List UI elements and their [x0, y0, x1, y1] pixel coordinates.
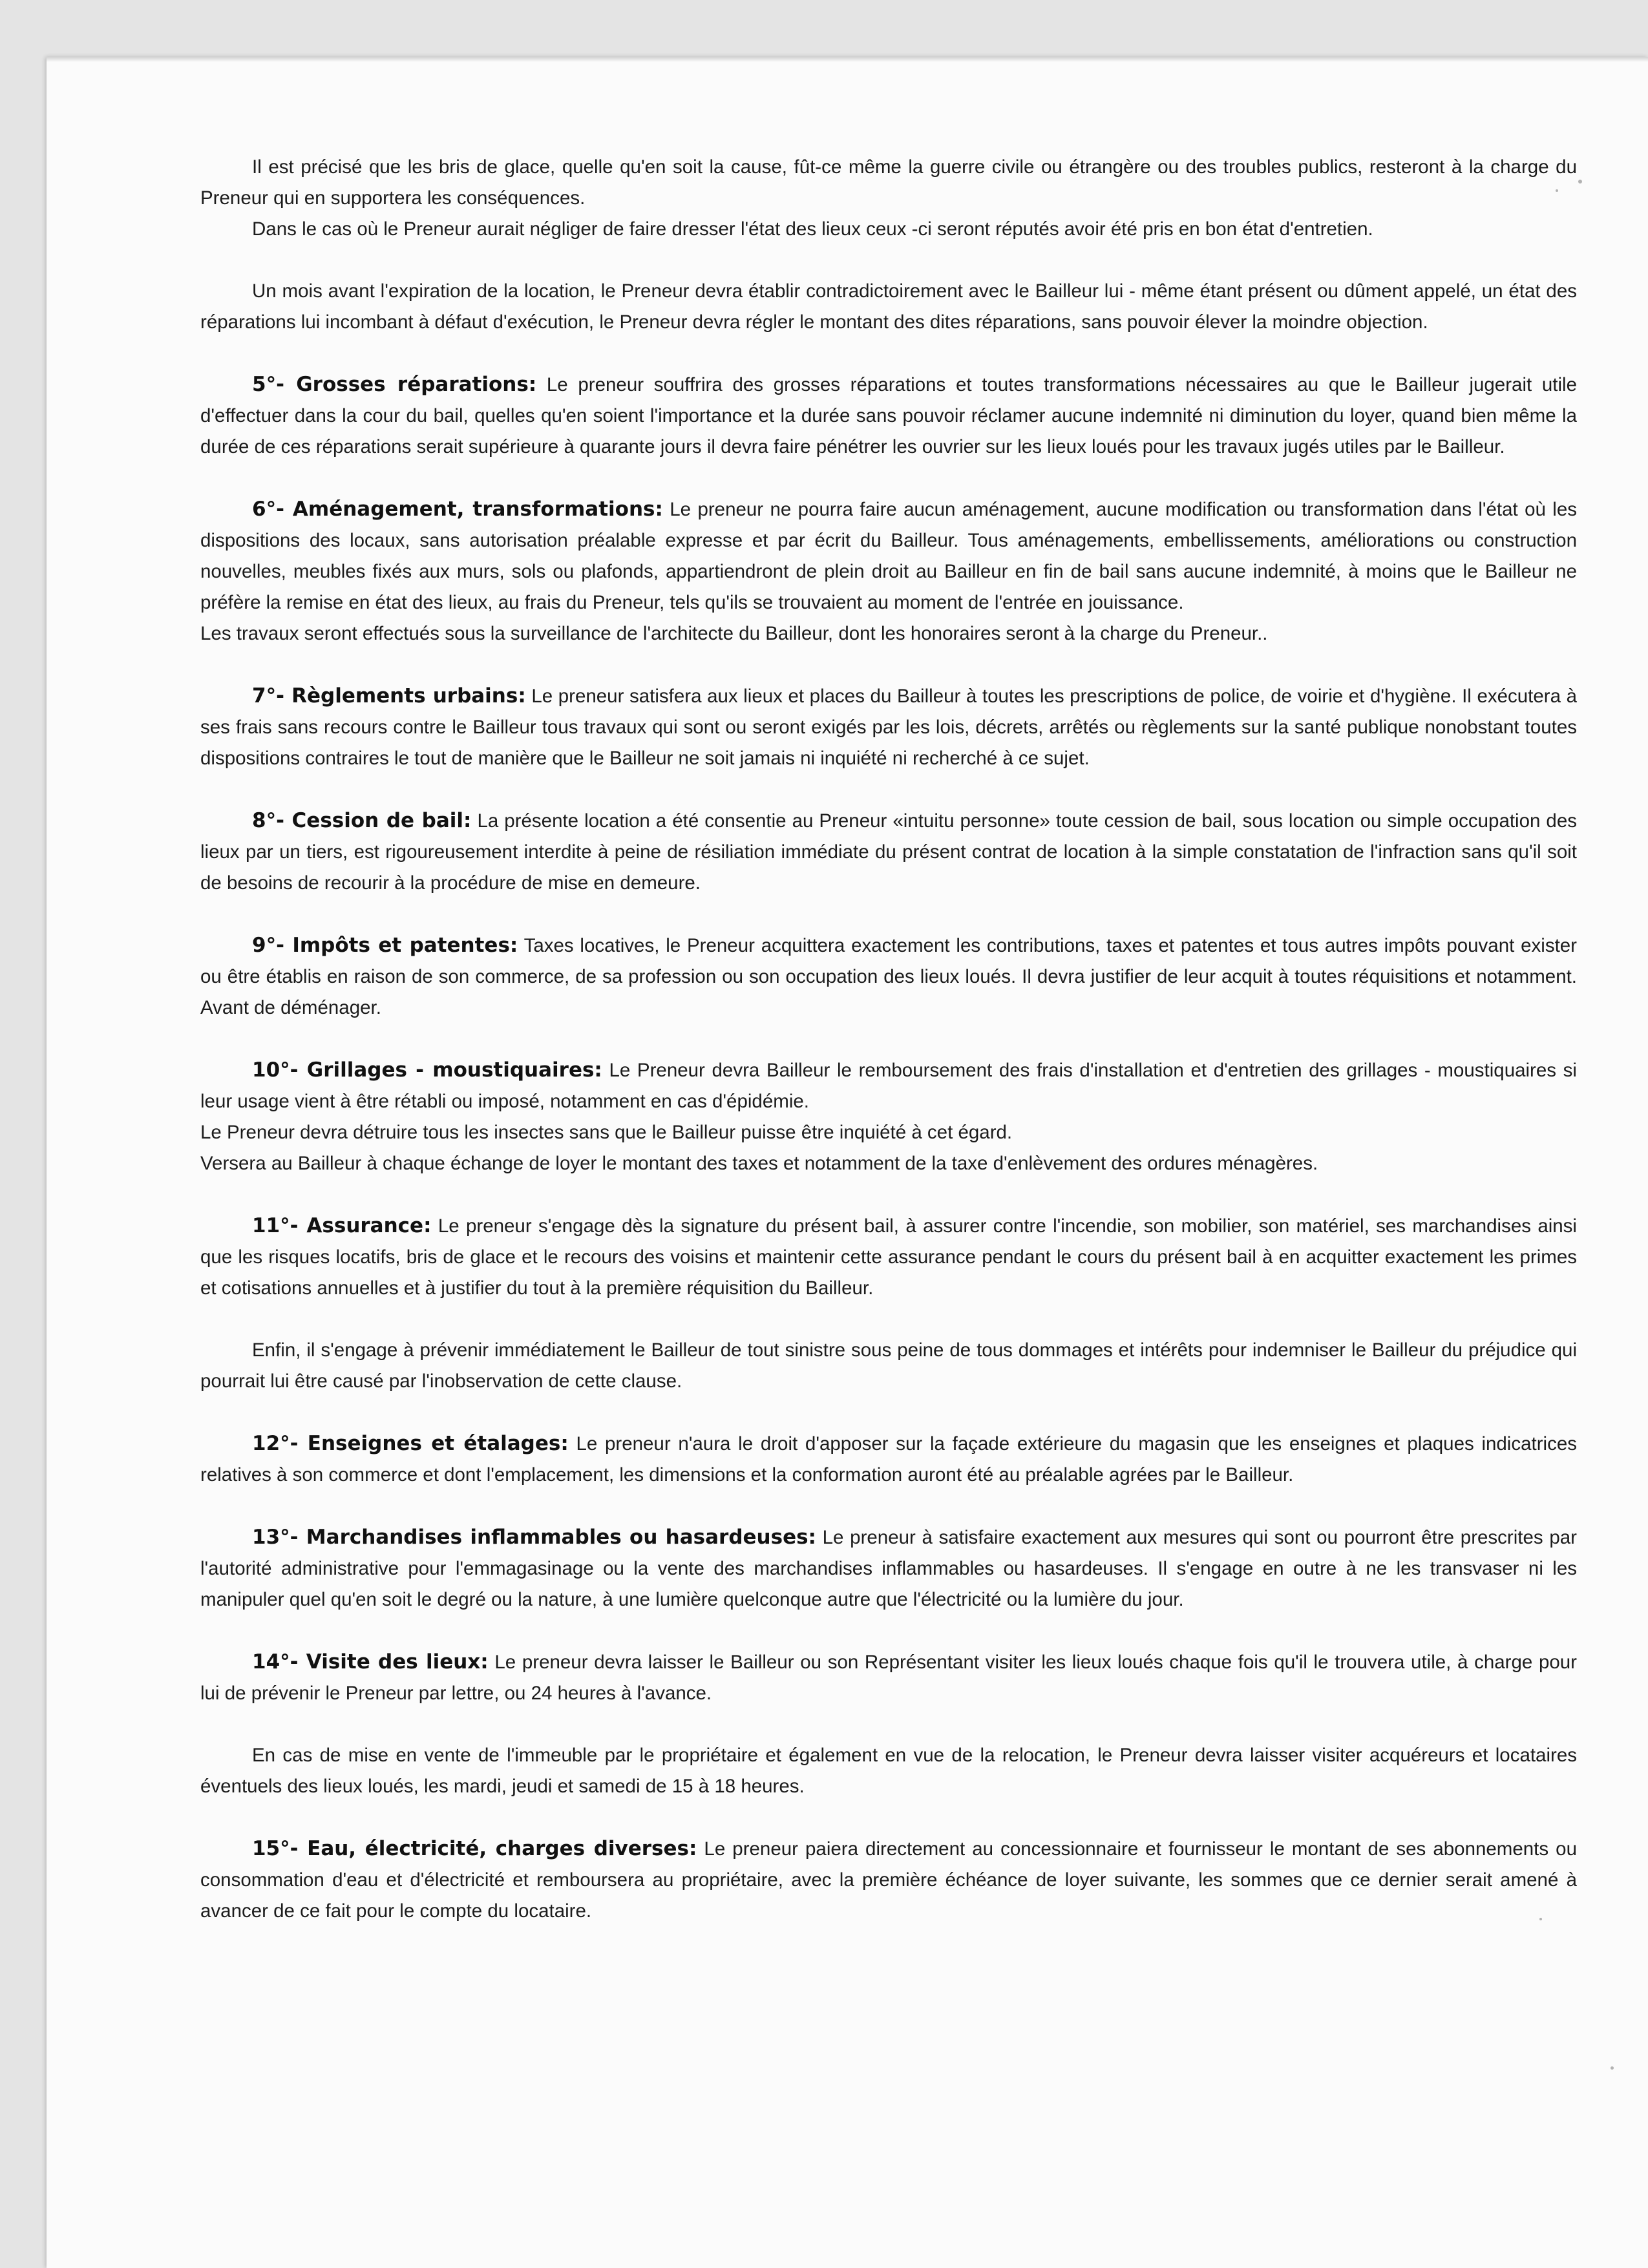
paragraph-text: Le Preneur devra Bailleur le remboursement des frais d'installation et d'entretien des grillages - moustiquaires si leur usage vient à être rétabli ou imposé, notamment en cas d'épidémie.	[200, 1060, 1577, 1112]
contract-clauses	[200, 152, 1577, 1927]
clause-heading: 5°- Grosses réparations:	[252, 373, 537, 396]
clause-heading: 12°- Enseignes et étalages:	[252, 1432, 569, 1455]
paragraph-text: Versera au Bailleur à chaque échange de loyer le montant des taxes et notamment de la taxe d'enlèvement des ordures ménagères.	[200, 1153, 1318, 1174]
paragraph-text: Le preneur n'aura le droit d'apposer sur la façade extérieure du magasin que les enseignes et plaques indicatrices relatives à son commerce et dont l'emplacement, les dimensions et la conformation auront été au préalable agrées par le Bailleur.	[200, 1433, 1577, 1486]
paragraph-text: Il est précisé que les bris de glace, quelle qu'en soit la cause, fût-ce même la guerre civile ou étrangère ou des troubles publics, resteront à la charge du Preneur qui en supportera les conséquences.	[200, 156, 1577, 209]
text-paragraph	[200, 1740, 1577, 1802]
clause-heading: 9°- Impôts et patentes:	[252, 934, 518, 957]
paragraph-text: Les travaux seront effectués sous la surveillance de l'architecte du Bailleur, dont les honoraires seront à la charge du Preneur..	[200, 623, 1268, 644]
paragraph-text: Enfin, il s'engage à prévenir immédiatement le Bailleur de tout sinistre sous peine de tous dommages et intérêts pour indemniser le Bailleur du préjudice qui pourrait lui être causé par l'inobservation de cette clause.	[200, 1339, 1577, 1392]
paragraph-text: Le preneur à satisfaire exactement aux mesures qui sont ou pourront être prescrites par l'autorité administrative pour l'emmagasinage ou la vente des marchandises inflammables ou hasardeuses. Il s'engage en outre à ne les transvaser ni les manipuler quel qu'en soit le degré ou la nature, à une lumière quelconque autre que l'électricité ou la lumière du jour.	[200, 1527, 1577, 1610]
text-paragraph	[200, 618, 1577, 649]
clause-paragraph	[200, 805, 1577, 899]
clause-heading: 7°- Règlements urbains:	[252, 684, 526, 708]
clause-heading: 14°- Visite des lieux:	[252, 1650, 489, 1674]
paragraph-text: Le preneur ne pourra faire aucun aménagement, aucune modification ou transformation dans l'état où les dispositions des locaux, sans autorisation préalable expresse et par écrit du Bailleur. Tous aménagements, embellissements, améliorations ou construction nouvelles, meubles fixés aux murs, sols ou plafonds, appartiendront de plein droit au Bailleur en fin de bail sans aucune indemnité, à moins que le Bailleur ne préfère la remise en état des lieux, au frais du Preneur, tels qu'ils se trouvaient au moment de l'entrée en jouissance.	[200, 499, 1577, 613]
paragraph-text: Le preneur devra laisser le Bailleur ou son Représentant visiter les lieux loués chaque fois qu'il le trouvera utile, à charge pour lui de prévenir le Preneur par lettre, ou 24 heures à l'avance.	[200, 1652, 1578, 1704]
clause-paragraph	[200, 1428, 1577, 1491]
paragraph-text: Dans le cas où le Preneur aurait négliger de faire dresser l'état des lieux ceux -ci seront réputés avoir été pris en bon état d'entretien.	[252, 218, 1373, 240]
clause-paragraph	[200, 369, 1577, 463]
clause-paragraph	[200, 494, 1577, 618]
clause-heading: 15°- Eau, électricité, charges diverses:	[252, 1837, 697, 1860]
paragraph-text: Le Preneur devra détruire tous les insectes sans que le Bailleur puisse être inquiété à cet égard.	[200, 1122, 1013, 1143]
clause-heading: 6°- Aménagement, transformations:	[252, 498, 663, 521]
paragraph-text: Le preneur souffrira des grosses réparations et toutes transformations nécessaires au que le Bailleur jugerait utile d'effectuer dans la cour du bail, quelles qu'en soient l'importance et la durée sans pouvoir réclamer aucune indemnité ni diminution du loyer, quand bien même la durée de ces réparations serait supérieure à quarante jours il devra faire pénétrer les ouvrier sur les lieux loués pour les travaux jugés utiles par le Bailleur.	[200, 374, 1577, 457]
clause-paragraph	[200, 1210, 1577, 1304]
scan-speck	[1611, 2066, 1614, 2070]
text-paragraph	[200, 214, 1577, 245]
text-paragraph	[200, 1335, 1577, 1397]
paragraph-text: Le preneur satisfera aux lieux et places du Bailleur à toutes les prescriptions de police, de voirie et d'hygiène. Il exécutera à ses frais sans recours contre le Bailleur tous travaux qui sont ou seront exigés par les lois, décrets, arrêtés ou règlements sur la santé publique nonobstant toutes dispositions contraires le tout de manière que le Bailleur ne soit jamais ni inquiété ni recherché à ce sujet.	[200, 686, 1578, 769]
clause-heading: 8°- Cession de bail:	[252, 809, 472, 832]
scan-speck	[1578, 180, 1582, 184]
clause-heading: 11°- Assurance:	[252, 1214, 432, 1237]
paragraph-text: Le preneur paiera directement au concessionnaire et fournisseur le montant de ses abonnements ou consommation d'eau et d'électricité et remboursera au propriétaire, avec la première échéance de loyer suivante, les sommes que ce dernier serait amené à avancer de ce fait pour le compte du locataire.	[200, 1838, 1577, 1922]
text-paragraph	[200, 1117, 1577, 1148]
clause-heading: 13°- Marchandises inflammables ou hasardeuses:	[252, 1526, 816, 1549]
clause-paragraph	[200, 1055, 1577, 1117]
clause-paragraph	[200, 930, 1577, 1024]
paragraph-text: Le preneur s'engage dès la signature du présent bail, à assurer contre l'incendie, son mobilier, son matériel, ses marchandises ainsi que les risques locatifs, bris de glace et le recours des voisins et maintenir cette assurance pendant le cours du présent bail à en acquitter exactement les primes et cotisations annuelles et à justifier du tout à la première réquisition du Bailleur.	[200, 1215, 1577, 1299]
text-paragraph	[200, 1148, 1577, 1179]
clause-paragraph	[200, 1522, 1577, 1615]
text-paragraph	[200, 152, 1577, 214]
clause-paragraph	[200, 1646, 1577, 1709]
paragraph-text: En cas de mise en vente de l'immeuble par le propriétaire et également en vue de la relocation, le Preneur devra laisser visiter acquéreurs et locataires éventuels des lieux loués, les mardi, jeudi et samedi de 15 à 18 heures.	[200, 1745, 1577, 1797]
clause-heading: 10°- Grillages - moustiquaires:	[252, 1058, 602, 1082]
clause-paragraph	[200, 1833, 1577, 1927]
paragraph-text: La présente location a été consentie au Preneur «intuitu personne» toute cession de bail, sous location ou simple occupation des lieux par un tiers, est rigoureusement interdite à peine de résiliation immédiate du présent contrat de location à la simple constatation de l'infraction sans qu'il soit de besoins de recourir à la procédure de mise en demeure.	[200, 810, 1577, 894]
paragraph-text: Taxes locatives, le Preneur acquittera exactement les contributions, taxes et patentes et tous autres impôts pouvant exister ou être établis en raison de son commerce, de sa profession ou son occupation des lieux loués. Il devra justifier de leur acquit à toutes réquisitions et notamment. Avant de déménager.	[200, 935, 1577, 1018]
text-paragraph	[200, 276, 1577, 338]
paragraph-text: Un mois avant l'expiration de la location, le Preneur devra établir contradictoirement avec le Bailleur lui - même étant présent ou dûment appelé, un état des réparations lui incombant à défaut d'exécution, le Preneur devra régler le montant des dites réparations, sans pouvoir élever la moindre objection.	[200, 280, 1577, 333]
clause-paragraph	[200, 680, 1577, 774]
